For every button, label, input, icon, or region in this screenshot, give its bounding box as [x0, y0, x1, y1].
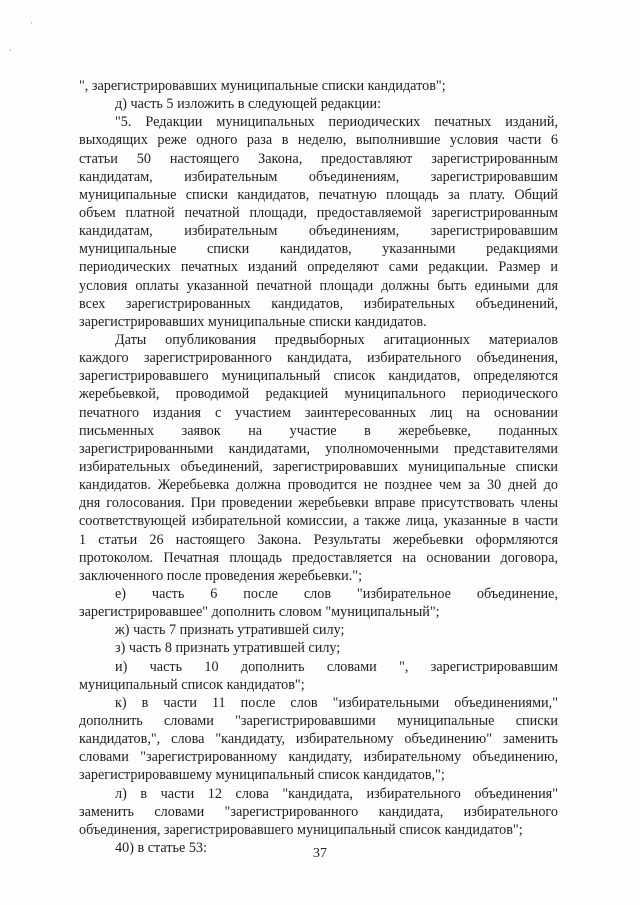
text-line: условия оплаты указанной печатной площади должны быть едиными для: [79, 277, 558, 294]
scan-mark: ˙: [30, 21, 33, 31]
text-line: заключенного после проведения жеребьевки.";: [79, 567, 363, 584]
text-line: объединения, зарегистрировавшего муниципальный список кандидатов";: [79, 821, 523, 838]
text-line: печатного издания с участием заинтересованных лиц на основании: [79, 404, 558, 421]
text-line: соответствующей избирательной комиссии, а также лица, указанные в части: [79, 513, 558, 530]
text-line: кандидатов,", слова "кандидату, избирательному объединению" заменить: [79, 731, 558, 748]
text-line: словами "зарегистрированному кандидату, избирательному объединению,: [79, 749, 558, 766]
text-line: ", зарегистрировавших муниципальные списки кандидатов";: [79, 78, 446, 94]
text-line: письменных заявок на участие в жеребьевке, поданных: [79, 422, 558, 439]
text-line: объем платной печатной площади, предоставляемой зарегистрированным: [79, 205, 558, 222]
text-line: ж) часть 7 признать утратившей силу;: [115, 622, 345, 639]
text-line: зарегистрированными кандидатами, уполномоченными представителями: [79, 440, 558, 457]
text-line: жеребьевкой, проводимой редакцией муниципального периодического: [79, 386, 558, 403]
text-line: Даты опубликования предвыборных агитационных материалов: [115, 332, 558, 349]
text-line: каждого зарегистрированного кандидата, избирательного объединения,: [79, 350, 558, 367]
text-line: зарегистрировавших муниципальные списки кандидатов.: [79, 313, 427, 330]
text-line: е) часть 6 после слов "избирательное объединение,: [115, 586, 558, 602]
page-number: 37: [313, 846, 327, 861]
text-line: дополнить словами "зарегистрировавшими муниципальные списки: [79, 713, 558, 730]
text-line: статьи 50 настоящего Закона, предоставляют зарегистрированным: [79, 150, 558, 167]
text-line: и) часть 10 дополнить словами ", зарегистрировавшим: [115, 658, 558, 675]
text-line: выходящих реже одного раза в неделю, выполнившие условия части 6: [79, 132, 558, 149]
text-line: кандидатов. Жеребьевка должна проводится не позднее чем за 30 дней до: [79, 477, 558, 494]
text-line: муниципальный список кандидатов";: [79, 676, 305, 693]
text-line: зарегистрировавшего муниципальный список кандидатов, определяются: [79, 368, 558, 385]
text-line: всех зарегистрированных кандидатов, избирательных объединений,: [79, 295, 558, 312]
document-body: [79, 77, 558, 857]
text-line: муниципальные списки кандидатов, указанными редакциями: [79, 241, 558, 258]
text-line: периодических печатных изданий определяют сами редакции. Размер и: [79, 259, 558, 276]
text-line: 40) в статье 53:: [115, 840, 207, 857]
text-line: 1 статьи 26 настоящего Закона. Результаты жеребьевки оформляются: [79, 531, 558, 548]
text-line: д) часть 5 изложить в следующей редакции:: [115, 96, 382, 113]
text-line: з) часть 8 признать утратившей силу;: [115, 640, 341, 657]
scan-mark: ·: [9, 45, 12, 55]
text-line: протоколом. Печатная площадь предоставляется на основании договора,: [79, 549, 558, 566]
text-line: муниципальные списки кандидатов, печатную площадь за плату. Общий: [79, 186, 558, 203]
text-line: заменить словами "зарегистрированного кандидата, избирательного: [79, 803, 558, 820]
text-line: зарегистрировавшее" дополнить словом "муниципальный";: [79, 604, 440, 621]
text-line: кандидатам, избирательным объединениям, зарегистрировавшим: [79, 168, 558, 185]
text-line: к) в части 11 после слов "избирательными объединениями,": [115, 694, 558, 711]
text-line: кандидатам, избирательным объединениям, зарегистрировавшим: [79, 223, 558, 240]
text-line: зарегистрировавшему муниципальный список кандидатов,";: [79, 767, 445, 784]
text-line: избирательных объединений, зарегистрировавших муниципальные списки: [79, 459, 558, 475]
text-line: дня голосования. При проведении жеребьевки вправе присутствовать члены: [79, 495, 558, 512]
text-line: л) в части 12 слова "кандидата, избирательного объединения": [115, 785, 558, 802]
text-line: "5. Редакции муниципальных периодических печатных изданий,: [115, 114, 558, 131]
